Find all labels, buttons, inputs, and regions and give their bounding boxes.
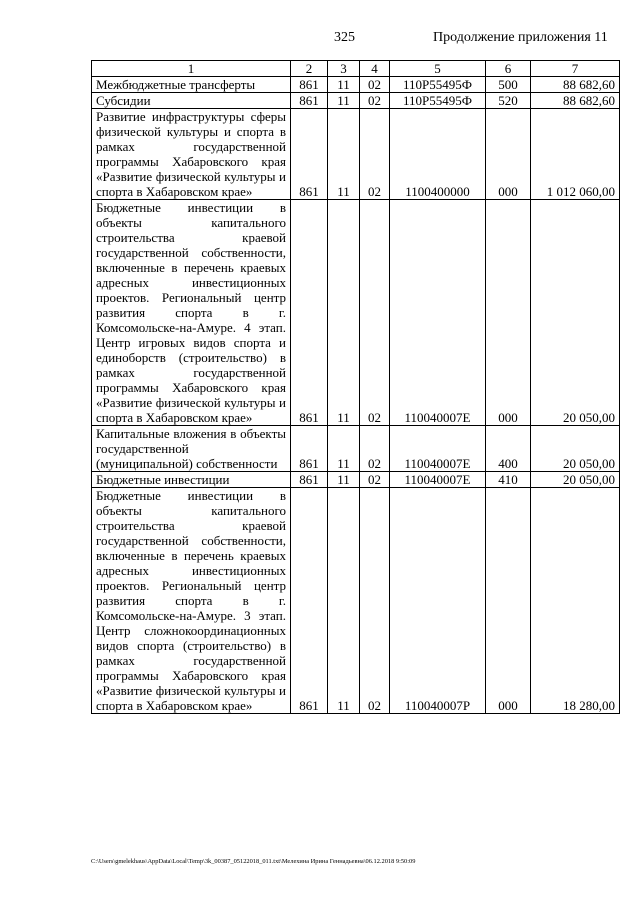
continuation-title: Продолжение приложения 11 bbox=[433, 30, 608, 45]
column-header: 4 bbox=[360, 61, 390, 77]
cell-amount: 18 280,00 bbox=[531, 488, 620, 714]
cell-code-3: 11 bbox=[328, 426, 360, 472]
cell-code-5: 110040007Е bbox=[390, 472, 486, 488]
column-header: 2 bbox=[291, 61, 328, 77]
cell-code-2: 861 bbox=[291, 200, 328, 426]
cell-code-3: 11 bbox=[328, 109, 360, 200]
column-header: 7 bbox=[531, 61, 620, 77]
cell-code-5: 110040007Е bbox=[390, 426, 486, 472]
cell-code-3: 11 bbox=[328, 200, 360, 426]
table-header-row bbox=[92, 61, 620, 77]
row-name: Капитальные вложения в объекты государственной (муниципальной) собственности bbox=[92, 426, 291, 472]
table-row bbox=[92, 93, 620, 109]
cell-code-5: 110P55495Ф bbox=[390, 93, 486, 109]
table-row bbox=[92, 426, 620, 472]
budget-table bbox=[91, 60, 620, 714]
cell-amount: 88 682,60 bbox=[531, 77, 620, 93]
row-name: Развитие инфраструктуры сферы физической культуры и спорта в рамках государственной программы Хабаровского края «Развитие физической культуры и спорта в Хабаровском крае» bbox=[92, 109, 291, 200]
cell-amount: 88 682,60 bbox=[531, 93, 620, 109]
cell-code-5: 110P55495Ф bbox=[390, 77, 486, 93]
column-header: 1 bbox=[92, 61, 291, 77]
table-row bbox=[92, 488, 620, 714]
row-name: Межбюджетные трансферты bbox=[92, 77, 291, 93]
row-name: Субсидии bbox=[92, 93, 291, 109]
row-name: Бюджетные инвестиции в объекты капитального строительства краевой государственной собственности, включенные в перечень краевых адресных инвестиционных проектов. Региональный центр развития спорта в г. Комсомольске-на-Амуре. 3 этап. Центр сложнокоординационных видов спорта (строительство) в рамках государственной программы Хабаровского края «Развитие физической культуры и спорта в Хабаровском крае» bbox=[92, 488, 291, 714]
row-name: Бюджетные инвестиции в объекты капитального строительства краевой государственной собственности, включенные в перечень краевых адресных инвестиционных проектов. Региональный центр развития спорта в г. Комсомольске-на-Амуре. 4 этап. Центр игровых видов спорта и единоборств (строительство) в рамках государственной программы Хабаровского края «Развитие физической культуры и спорта в Хабаровском крае» bbox=[92, 200, 291, 426]
cell-code-4: 02 bbox=[360, 426, 390, 472]
cell-code-2: 861 bbox=[291, 93, 328, 109]
cell-code-6: 410 bbox=[486, 472, 531, 488]
cell-code-6: 400 bbox=[486, 426, 531, 472]
cell-code-6: 500 bbox=[486, 77, 531, 93]
cell-code-3: 11 bbox=[328, 488, 360, 714]
cell-code-6: 000 bbox=[486, 488, 531, 714]
cell-code-4: 02 bbox=[360, 472, 390, 488]
cell-amount: 20 050,00 bbox=[531, 426, 620, 472]
cell-code-5: 1100400000 bbox=[390, 109, 486, 200]
cell-code-4: 02 bbox=[360, 488, 390, 714]
cell-amount: 1 012 060,00 bbox=[531, 109, 620, 200]
cell-code-3: 11 bbox=[328, 472, 360, 488]
cell-code-4: 02 bbox=[360, 200, 390, 426]
footer-file-path: C:\Users\gmelekhaus\AppData\Local\Temp\3k_00387_05122018_011.txt\Мелехина Ирина Геннадьевна\06.12.2018 9:50:09 bbox=[91, 858, 416, 865]
column-header: 3 bbox=[328, 61, 360, 77]
table-row bbox=[92, 109, 620, 200]
cell-code-2: 861 bbox=[291, 488, 328, 714]
table-row bbox=[92, 77, 620, 93]
cell-code-2: 861 bbox=[291, 426, 328, 472]
cell-code-4: 02 bbox=[360, 93, 390, 109]
cell-code-2: 861 bbox=[291, 472, 328, 488]
column-header: 5 bbox=[390, 61, 486, 77]
page-number: 325 bbox=[334, 30, 355, 45]
cell-code-6: 000 bbox=[486, 200, 531, 426]
cell-code-2: 861 bbox=[291, 77, 328, 93]
cell-code-3: 11 bbox=[328, 77, 360, 93]
cell-code-5: 110040007Е bbox=[390, 200, 486, 426]
column-header: 6 bbox=[486, 61, 531, 77]
cell-code-2: 861 bbox=[291, 109, 328, 200]
cell-amount: 20 050,00 bbox=[531, 472, 620, 488]
cell-code-6: 000 bbox=[486, 109, 531, 200]
cell-code-4: 02 bbox=[360, 77, 390, 93]
cell-code-4: 02 bbox=[360, 109, 390, 200]
cell-code-6: 520 bbox=[486, 93, 531, 109]
table-row bbox=[92, 200, 620, 426]
cell-code-5: 110040007Р bbox=[390, 488, 486, 714]
cell-amount: 20 050,00 bbox=[531, 200, 620, 426]
table-row bbox=[92, 472, 620, 488]
cell-code-3: 11 bbox=[328, 93, 360, 109]
row-name: Бюджетные инвестиции bbox=[92, 472, 291, 488]
